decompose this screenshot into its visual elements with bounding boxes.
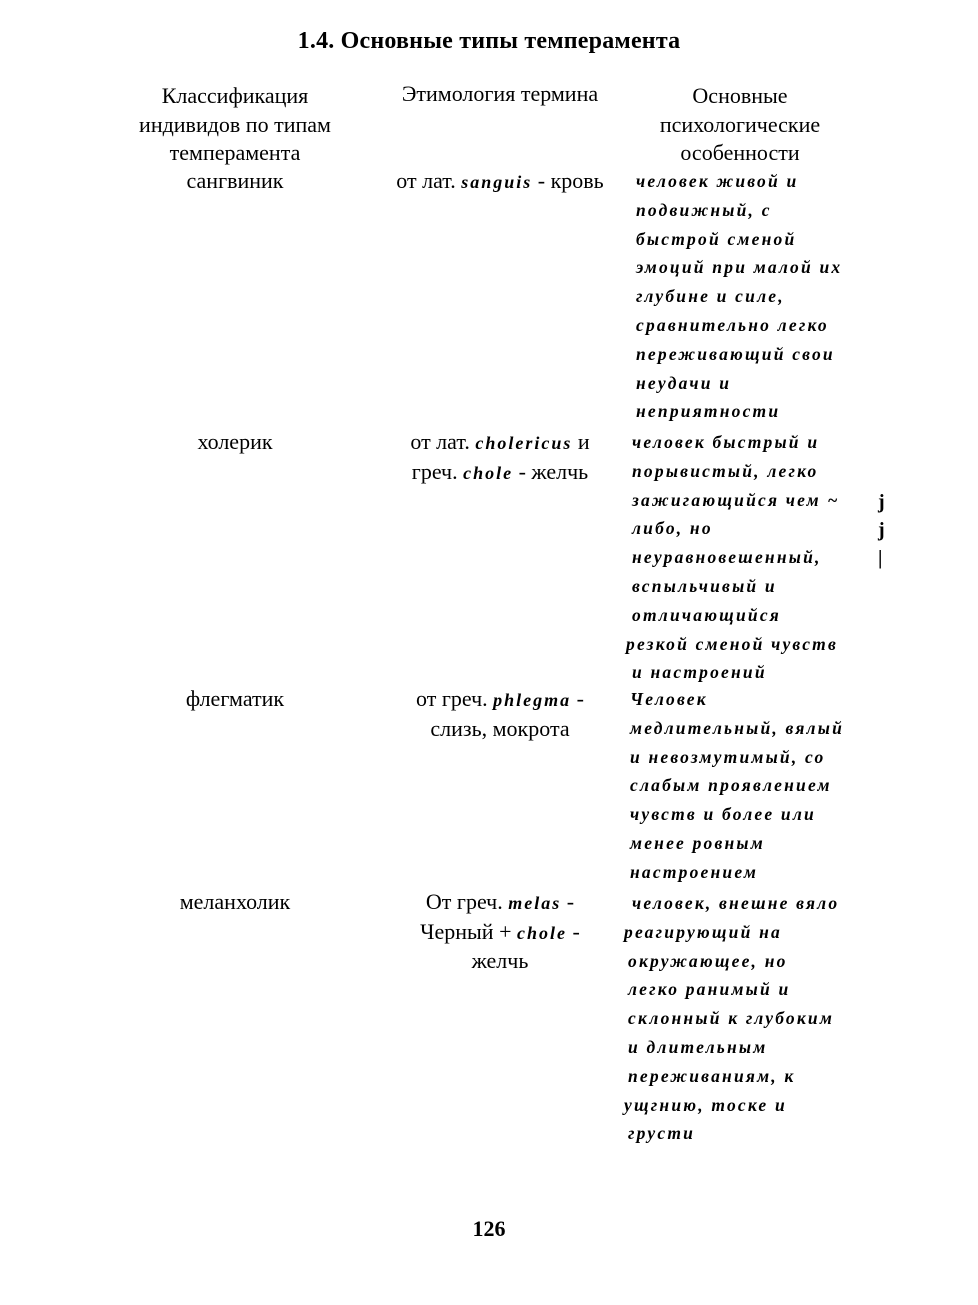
page-number: 126 — [472, 1216, 506, 1241]
etymology-text: греч. — [411, 458, 464, 484]
description-line: человек, внешне вяло — [632, 893, 840, 913]
header-line: Этимология термина — [401, 81, 599, 106]
header-line: Классификация — [161, 83, 309, 108]
greek-term: chole — [516, 922, 567, 943]
header-line: Основные — [692, 83, 788, 108]
latin-term: sanguis — [461, 172, 533, 192]
temperament-name: меланхолик — [179, 889, 291, 914]
description-line: быстрой сменой — [636, 228, 797, 249]
margin-marks — [878, 488, 885, 572]
etymology-line — [370, 428, 630, 458]
description-line: склонный к глубоким — [628, 1008, 835, 1029]
etymology-text: от греч. — [416, 686, 494, 711]
etymology-line: желчь — [471, 948, 529, 973]
description-cell — [626, 428, 840, 687]
temperament-name: холерик — [197, 429, 273, 454]
etymology-text: Черный + — [420, 918, 517, 944]
header-etymology — [370, 80, 630, 109]
etymology-text: от лат. — [396, 168, 462, 193]
description-line: резкой сменой чувств — [626, 633, 839, 654]
description-line: настроением — [630, 861, 759, 882]
header-features — [620, 82, 860, 168]
etymology-line: слизь, мокрота — [430, 715, 570, 741]
description-line: окружающее, но — [628, 950, 788, 971]
header-line: темперамента — [169, 140, 301, 165]
description-cell — [624, 889, 840, 1148]
etymology-text: от лат. — [410, 429, 476, 454]
etymology-line — [370, 167, 630, 197]
description-line: чувств и более или — [630, 804, 816, 825]
description-line: неуравновешенный, — [632, 547, 822, 568]
description-cell — [630, 685, 844, 887]
etymology-text: - кровь — [532, 168, 604, 193]
etymology-text: - — [561, 889, 575, 914]
description-line: отличающийся — [632, 604, 782, 625]
description-line: человек живой и — [636, 171, 799, 191]
header-line: психологические — [659, 111, 821, 137]
description-line: переживающий свои — [636, 343, 835, 364]
margin-mark: j — [878, 519, 885, 541]
description-line: и настроений — [632, 662, 767, 683]
etymology-text: - — [566, 918, 580, 944]
header-classification — [100, 82, 370, 168]
etymology-cell — [370, 685, 630, 743]
description-line: сравнительно легко — [636, 314, 829, 335]
description-line: эмоций при малой их — [636, 257, 843, 278]
description-line: и невозмутимый, со — [630, 746, 826, 767]
description-cell — [636, 167, 842, 426]
description-line: подвижный, с — [636, 199, 772, 220]
description-line: и длительным — [628, 1036, 768, 1057]
margin-mark: j — [878, 491, 885, 513]
description-line: глубине и силе, — [636, 286, 785, 307]
description-line: реагирующий на — [624, 921, 782, 942]
etymology-line — [370, 918, 630, 948]
description-line: слабым проявлением — [630, 775, 832, 796]
description-line: ущгнию, тоске и — [624, 1094, 787, 1115]
header-line: индивидов по типам — [139, 111, 331, 137]
latin-term: cholericus — [475, 433, 573, 453]
description-line: медлительный, вялый — [630, 717, 845, 738]
etymology-text: - желчь — [513, 458, 589, 484]
description-line: неудачи и — [636, 372, 732, 393]
greek-term: chole — [463, 462, 514, 483]
etymology-cell — [370, 888, 630, 976]
description-line: зажигающийся чем ~ — [632, 489, 840, 510]
etymology-line — [370, 685, 630, 715]
page-title: 1.4. Основные типы темперамента — [297, 28, 681, 54]
etymology-text: и — [572, 429, 590, 454]
temperament-name: сангвиник — [186, 168, 284, 193]
etymology-text: От греч. — [425, 889, 509, 914]
description-line: вспыльчивый и — [632, 575, 777, 596]
description-line: грусти — [628, 1123, 696, 1144]
greek-term: melas — [508, 893, 562, 913]
description-line: переживаниям, к — [628, 1065, 796, 1086]
description-line: порывистый, легко — [632, 460, 819, 481]
description-line: неприятности — [636, 401, 781, 422]
etymology-text: - — [571, 686, 584, 711]
description-line: Человек — [630, 689, 708, 709]
description-line: менее ровным — [630, 832, 765, 853]
etymology-cell — [370, 428, 630, 487]
etymology-cell — [370, 167, 630, 197]
greek-term: phlegma — [493, 690, 572, 710]
header-line: особенности — [680, 140, 800, 165]
description-line: либо, но — [632, 518, 713, 539]
description-line: легко ранимый и — [628, 979, 791, 1000]
etymology-line — [370, 888, 630, 918]
description-line: человек быстрый и — [632, 432, 820, 452]
etymology-line — [370, 458, 630, 488]
margin-mark: | — [878, 547, 883, 569]
temperament-name: флегматик — [185, 686, 285, 711]
